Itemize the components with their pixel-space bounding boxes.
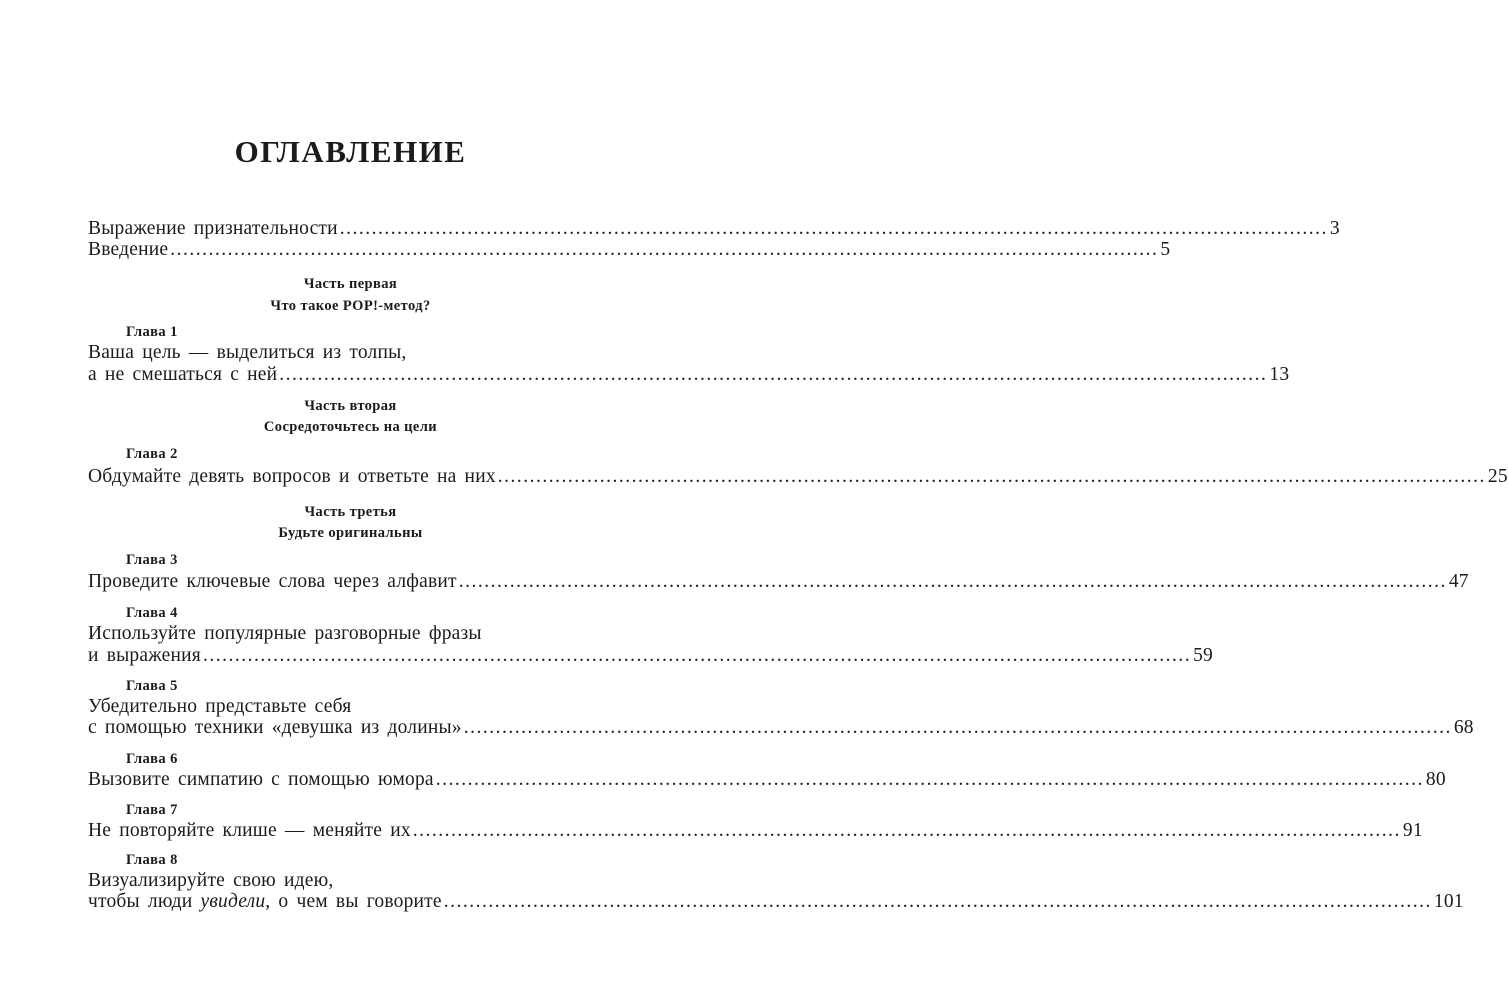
chapter-title-line[interactable]: Визуализируйте свою идею, (88, 870, 334, 891)
page-number: 80 (1425, 769, 1446, 790)
chapter-title-line[interactable]: Используйте популярные разговорные фразы (88, 623, 482, 644)
chapter-label: Глава 4 (126, 605, 178, 621)
entry-text: с помощью техники «девушка из долины» (88, 717, 462, 738)
chapter-label: Глава 2 (126, 446, 178, 462)
entry-text: Введение (88, 239, 169, 260)
entry-text-part: , о чем вы говорите (265, 891, 442, 912)
page-number: 3 (1329, 218, 1340, 239)
page-number: 5 (1160, 239, 1171, 260)
leader-dots: ........................................................................................................................................................... (202, 645, 1192, 666)
page-number: 25 (1487, 466, 1508, 487)
leader-dots: ........................................................................................................................................................... (412, 820, 1401, 841)
entry-text: и выражения (88, 645, 201, 666)
leader-dots: ........................................................................................................................................................... (497, 466, 1486, 487)
part-label: Часть первая (303, 276, 398, 292)
page-number: 91 (1402, 820, 1423, 841)
toc-entry-chapter-7[interactable] (88, 819, 1423, 843)
leader-dots: ........................................................................................................................................................... (463, 717, 1452, 738)
entry-text-part: чтобы люди (88, 891, 201, 912)
chapter-title-line[interactable]: Убедительно представьте себя (88, 696, 352, 717)
page-number: 68 (1453, 717, 1474, 738)
leader-dots: ........................................................................................................................................................... (279, 364, 1268, 385)
page-number: 13 (1269, 364, 1290, 385)
entry-text: Обдумайте девять вопросов и ответьте на них (88, 466, 496, 487)
toc-entry-chapter-4[interactable] (88, 644, 1213, 668)
part-label: Часть третья (304, 504, 397, 520)
entry-text: Не повторяйте клише — меняйте их (88, 820, 411, 841)
toc-entry-chapter-2[interactable] (88, 465, 1508, 489)
chapter-label: Глава 7 (126, 802, 178, 818)
entry-text: Выражение признательности (88, 218, 338, 239)
chapter-label: Глава 8 (126, 852, 178, 868)
toc-entry-chapter-3[interactable] (88, 570, 1469, 594)
page-number: 59 (1193, 645, 1213, 666)
chapter-label: Глава 6 (126, 751, 178, 767)
toc-entry-chapter-6[interactable] (88, 768, 1446, 792)
toc-entry-chapter-5[interactable] (88, 716, 1474, 740)
page-number: 47 (1448, 571, 1469, 592)
entry-text-italic: увидели (200, 891, 266, 912)
toc-entry-chapter-8[interactable] (88, 890, 1464, 914)
toc-entry-chapter-1[interactable] (88, 363, 1290, 387)
chapter-label: Глава 1 (126, 324, 178, 340)
chapter-label: Глава 3 (126, 552, 178, 568)
leader-dots: ........................................................................................................................................................... (458, 571, 1447, 592)
leader-dots: ........................................................................................................................................................... (443, 891, 1432, 912)
page-title: ОГЛАВЛЕНИЕ (234, 134, 467, 169)
chapter-label: Глава 5 (126, 678, 178, 694)
part-title: Будьте оригинальны (278, 525, 423, 541)
entry-text: а не смешаться с ней (88, 364, 278, 385)
leader-dots: ........................................................................................................................................................... (435, 769, 1424, 790)
page-number: 101 (1433, 891, 1464, 912)
part-title: Сосредоточьтесь на цели (263, 419, 438, 435)
leader-dots: ........................................................................................................................................................... (339, 218, 1328, 239)
toc-entry-introduction[interactable] (88, 238, 1171, 262)
entry-text (88, 890, 442, 914)
entry-text: Вызовите симпатию с помощью юмора (88, 769, 434, 790)
entry-text: Проведите ключевые слова через алфавит (88, 571, 457, 592)
part-title: Что такое POP!-метод? (270, 298, 431, 314)
part-label: Часть вторая (304, 398, 397, 414)
leader-dots: ........................................................................................................................................................... (170, 239, 1159, 260)
chapter-title-line[interactable]: Ваша цель — выделиться из толпы, (88, 342, 407, 363)
